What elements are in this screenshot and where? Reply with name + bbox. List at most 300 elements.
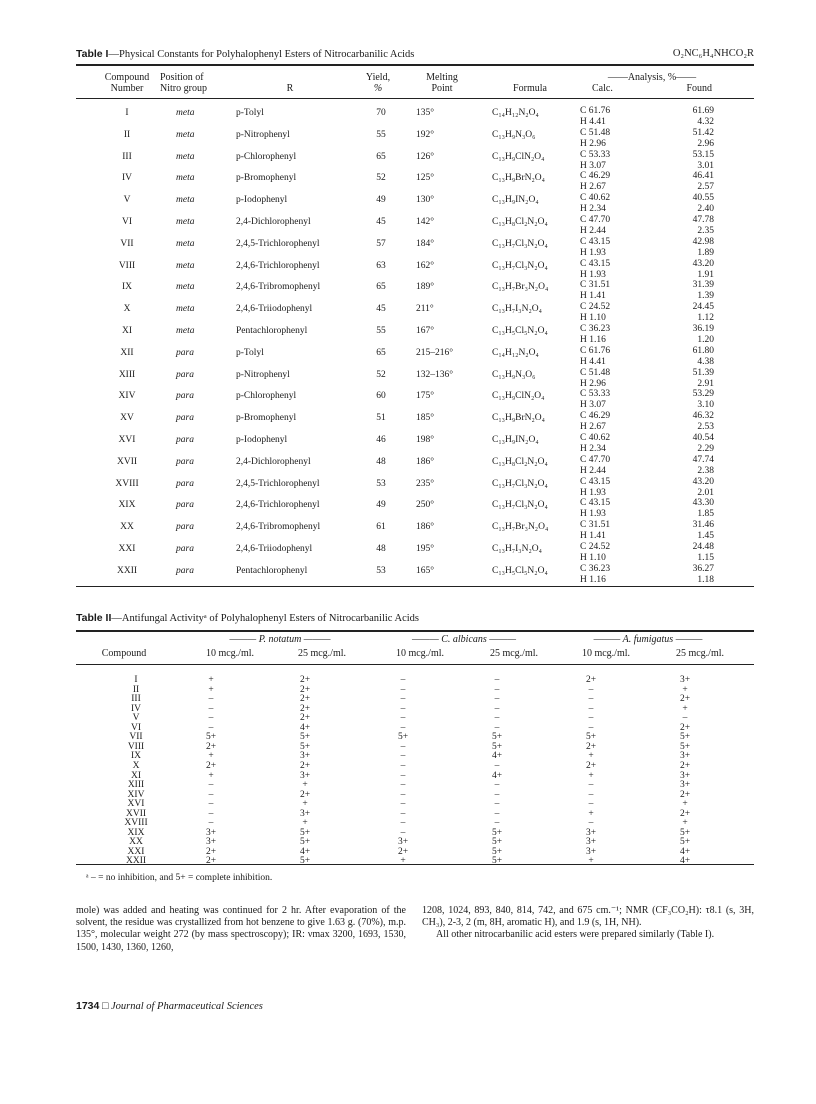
activity-value: 2+ bbox=[299, 789, 311, 800]
analysis-calc: C 53.33 H 3.07 bbox=[580, 149, 611, 171]
activity-value: 5+ bbox=[679, 837, 691, 848]
analysis-found: 47.78 2.35 bbox=[692, 215, 714, 236]
r-group: p-Iodophenyl bbox=[236, 435, 288, 445]
yield-value: 48 bbox=[376, 544, 386, 554]
melting-point: 135° bbox=[416, 108, 435, 118]
nitro-position: meta bbox=[176, 151, 195, 162]
molecular-formula: C₁₃H₉N₃O₆ bbox=[492, 129, 536, 140]
activity-value: 3+ bbox=[585, 827, 597, 838]
analysis-found: 40.55 2.40 bbox=[692, 193, 714, 215]
analysis-calc: C 51.48 H 2.96 bbox=[580, 127, 611, 149]
analysis-calc: C 40.62 H 2.34 bbox=[580, 193, 611, 215]
nitro-position: para bbox=[176, 522, 194, 533]
table2-header-rule bbox=[76, 664, 754, 665]
nitro-position: meta bbox=[176, 217, 195, 227]
melting-point: 189° bbox=[416, 282, 435, 293]
nitro-position: para bbox=[176, 391, 194, 402]
table2-row bbox=[76, 705, 754, 715]
yield-value: 57 bbox=[376, 238, 386, 249]
compound-number: IX bbox=[121, 282, 133, 293]
molecular-formula: C₁₃H₈Cl₂N₂O₄ bbox=[492, 217, 548, 227]
activity-value: – bbox=[400, 818, 406, 829]
r-group: 2,4,6-Trichlorophenyl bbox=[236, 500, 320, 511]
activity-value: – bbox=[494, 722, 500, 733]
nitro-position: meta bbox=[176, 260, 195, 271]
r-group: 2,4,6-Tribromophenyl bbox=[236, 282, 321, 293]
analysis-found: 36.19 1.20 bbox=[692, 324, 714, 345]
activity-value: 3+ bbox=[299, 751, 311, 762]
melting-point: 235° bbox=[416, 478, 435, 489]
nitro-position: meta bbox=[176, 195, 195, 206]
r-group: p-Nitrophenyl bbox=[236, 369, 290, 380]
molecular-formula: C₁₃H₇Br₃N₂O₄ bbox=[492, 282, 549, 293]
col-analysis-header: ——Analysis, %—— Calc. Found bbox=[592, 72, 712, 94]
compound-number: VI bbox=[121, 217, 133, 227]
activity-value: – bbox=[494, 789, 500, 800]
activity-value: + bbox=[302, 818, 308, 829]
activity-value: + bbox=[302, 799, 308, 810]
analysis-found: 43.20 1.91 bbox=[692, 258, 714, 280]
analysis-calc: C 36.23 H 1.16 bbox=[580, 324, 611, 345]
table2-compound-header: Compound bbox=[101, 648, 147, 659]
activity-value: – bbox=[494, 713, 500, 724]
activity-value: 5+ bbox=[491, 732, 503, 743]
table2-row bbox=[76, 676, 754, 686]
activity-value: – bbox=[494, 694, 500, 705]
nitro-position: para bbox=[176, 456, 194, 467]
r-group: 2,4,6-Triiodophenyl bbox=[236, 304, 313, 315]
analysis-found: 61.69 4.32 bbox=[692, 106, 714, 127]
activity-value: 2+ bbox=[205, 760, 217, 771]
activity-value: 5+ bbox=[585, 732, 597, 743]
table2-compound: IV bbox=[130, 703, 142, 714]
col-formula-header: Formula bbox=[513, 83, 547, 94]
yield-value: 65 bbox=[376, 347, 386, 358]
activity-value: + bbox=[208, 770, 214, 781]
activity-value: – bbox=[494, 808, 500, 819]
compound-number: VII bbox=[120, 238, 134, 249]
melting-point: 184° bbox=[416, 238, 435, 249]
analysis-found: 43.20 2.01 bbox=[692, 476, 714, 498]
activity-value: 3+ bbox=[397, 837, 409, 848]
molecular-formula: C₁₃H₈Cl₂N₂O₄ bbox=[492, 456, 548, 467]
compound-number: I bbox=[125, 108, 129, 118]
table2-compound: X bbox=[132, 760, 140, 771]
activity-value: 2+ bbox=[585, 741, 597, 752]
activity-value: + bbox=[682, 818, 688, 829]
molecular-formula: C₁₃H₉ClN₂O₄ bbox=[492, 151, 545, 162]
nitro-position: meta bbox=[176, 108, 195, 118]
journal-footer: 1734 □ Journal of Pharmaceutical Sciences bbox=[76, 1000, 263, 1012]
r-group: p-Iodophenyl bbox=[236, 195, 288, 206]
yield-value: 63 bbox=[376, 260, 386, 271]
r-group: p-Tolyl bbox=[236, 108, 264, 118]
table2-compound: III bbox=[131, 694, 141, 705]
activity-value: 2+ bbox=[585, 675, 597, 685]
molecular-formula: C₁₃H₉ClN₂O₄ bbox=[492, 391, 545, 402]
activity-value: – bbox=[588, 713, 594, 724]
table2-row bbox=[76, 810, 754, 820]
melting-point: 126° bbox=[416, 151, 435, 162]
analysis-found: 46.32 2.53 bbox=[692, 411, 714, 433]
table2-top-rule bbox=[76, 630, 754, 632]
table2-row bbox=[76, 752, 754, 762]
compound-number: XIII bbox=[118, 369, 136, 380]
nitro-position: meta bbox=[176, 173, 195, 184]
yield-value: 51 bbox=[376, 413, 386, 424]
activity-value: – bbox=[494, 760, 500, 771]
analysis-found: 31.46 1.45 bbox=[692, 520, 714, 542]
analysis-found: 47.74 2.38 bbox=[692, 454, 714, 476]
table1-bottom-rule bbox=[76, 586, 754, 587]
activity-value: – bbox=[400, 694, 406, 705]
compound-number: XV bbox=[120, 413, 134, 424]
molecular-formula: C₁₃H₉BrN₂O₄ bbox=[492, 413, 545, 424]
activity-value: + bbox=[682, 799, 688, 810]
activity-value: 4+ bbox=[299, 846, 311, 857]
activity-value: – bbox=[400, 789, 406, 800]
molecular-formula: C₁₃H₉BrN₂O₄ bbox=[492, 173, 545, 184]
table1-top-rule bbox=[76, 64, 754, 66]
compound-number: VIII bbox=[118, 260, 136, 271]
molecular-formula: C₁₃H₉IN₂O₄ bbox=[492, 195, 539, 206]
molecular-formula: C₁₃H₇I₃N₂O₄ bbox=[492, 304, 542, 315]
compound-number: XII bbox=[120, 347, 134, 358]
melting-point: 130° bbox=[416, 195, 435, 206]
analysis-calc: C 43.15 H 1.93 bbox=[580, 498, 611, 520]
activity-value: 5+ bbox=[299, 837, 311, 848]
activity-value: 2+ bbox=[205, 846, 217, 857]
activity-value: 5+ bbox=[679, 827, 691, 838]
yield-value: 49 bbox=[376, 500, 386, 511]
activity-value: 5+ bbox=[679, 732, 691, 743]
r-group: 2,4-Dichlorophenyl bbox=[236, 456, 311, 467]
nitro-position: meta bbox=[176, 129, 195, 140]
activity-value: 4+ bbox=[679, 846, 691, 857]
activity-value: 2+ bbox=[679, 808, 691, 819]
melting-point: 165° bbox=[416, 565, 435, 576]
activity-value: 2+ bbox=[299, 694, 311, 705]
activity-value: 5+ bbox=[679, 741, 691, 752]
activity-value: – bbox=[494, 780, 500, 791]
compound-number: XX bbox=[120, 522, 134, 533]
table2-row bbox=[76, 762, 754, 772]
analysis-calc: C 24.52 H 1.10 bbox=[580, 302, 611, 324]
activity-value: – bbox=[400, 713, 406, 724]
molecular-formula: C₁₃H₅Cl₅N₂O₄ bbox=[492, 326, 548, 336]
activity-value: – bbox=[400, 808, 406, 819]
activity-value: 2+ bbox=[679, 722, 691, 733]
melting-point: 162° bbox=[416, 260, 435, 271]
activity-value: 2+ bbox=[205, 856, 217, 867]
dose-header-5: 10 mcg./ml. bbox=[581, 648, 631, 659]
r-group: Pentachlorophenyl bbox=[236, 326, 308, 336]
table2-row bbox=[76, 733, 754, 743]
yield-value: 65 bbox=[376, 282, 386, 293]
activity-value: 2+ bbox=[299, 675, 311, 685]
activity-value: 3+ bbox=[585, 837, 597, 848]
organism-header-p-notatum: ——— P. notatum ——— bbox=[229, 634, 331, 645]
compound-number: IV bbox=[121, 173, 133, 184]
r-group: 2,4,6-Tribromophenyl bbox=[236, 522, 321, 533]
activity-value: – bbox=[494, 675, 500, 685]
activity-value: 5+ bbox=[299, 732, 311, 743]
yield-value: 52 bbox=[376, 173, 386, 184]
table1-formula-head: O₂NC₆H₄NHCO₂R bbox=[672, 48, 754, 59]
activity-value: 4+ bbox=[491, 770, 503, 781]
activity-value: – bbox=[208, 818, 214, 829]
activity-value: – bbox=[588, 684, 594, 695]
dose-header-6: 25 mcg./ml. bbox=[675, 648, 725, 659]
table2-row bbox=[76, 714, 754, 724]
yield-value: 53 bbox=[376, 565, 386, 576]
nitro-position: para bbox=[176, 544, 194, 554]
yield-value: 52 bbox=[376, 369, 386, 380]
melting-point: 195° bbox=[416, 544, 435, 554]
table2-row bbox=[76, 848, 754, 858]
activity-value: 2+ bbox=[679, 789, 691, 800]
analysis-found: 42.98 1.89 bbox=[692, 236, 714, 258]
activity-value: + bbox=[208, 751, 214, 762]
molecular-formula: C₁₄H₁₂N₂O₄ bbox=[492, 347, 539, 358]
analysis-found: 24.45 1.12 bbox=[692, 302, 714, 324]
analysis-calc: C 36.23 H 1.16 bbox=[580, 563, 611, 585]
melting-point: 186° bbox=[416, 456, 435, 467]
activity-value: 3+ bbox=[679, 780, 691, 791]
organism-header-c-albicans: ——— C. albicans ——— bbox=[412, 634, 516, 645]
analysis-calc: C 24.52 H 1.10 bbox=[580, 542, 611, 563]
box-glyph-icon: □ bbox=[101, 1001, 109, 1012]
table2-row bbox=[76, 800, 754, 810]
melting-point: 215–216° bbox=[416, 347, 454, 358]
melting-point: 186° bbox=[416, 522, 435, 533]
compound-number: II bbox=[123, 129, 131, 140]
activity-value: 3+ bbox=[205, 837, 217, 848]
molecular-formula: C₁₃H₉IN₂O₄ bbox=[492, 435, 539, 445]
activity-value: + bbox=[588, 808, 594, 819]
r-group: p-Tolyl bbox=[236, 347, 264, 358]
activity-value: – bbox=[588, 722, 594, 733]
r-group: p-Chlorophenyl bbox=[236, 391, 297, 402]
analysis-found: 43.30 1.85 bbox=[692, 498, 714, 520]
yield-value: 55 bbox=[376, 326, 386, 336]
activity-value: 5+ bbox=[491, 837, 503, 848]
activity-value: – bbox=[588, 799, 594, 810]
activity-value: 2+ bbox=[205, 741, 217, 752]
activity-value: – bbox=[400, 751, 406, 762]
activity-value: + bbox=[588, 770, 594, 781]
molecular-formula: C₁₃H₇Br₃N₂O₄ bbox=[492, 522, 549, 533]
dose-header-1: 10 mcg./ml. bbox=[205, 648, 255, 659]
yield-value: 45 bbox=[376, 304, 386, 315]
activity-value: 3+ bbox=[299, 770, 311, 781]
compound-number: XIX bbox=[118, 500, 136, 511]
activity-value: – bbox=[588, 780, 594, 791]
r-group: 2,4,5-Trichlorophenyl bbox=[236, 238, 320, 249]
table2-bottom-rule bbox=[76, 864, 754, 865]
table2-row bbox=[76, 857, 754, 867]
table2-title: Table II—Antifungal Activityᵃ of Polyhalophenyl Esters of Nitrocarbanilic Acids bbox=[76, 612, 420, 624]
activity-value: 3+ bbox=[679, 751, 691, 762]
analysis-calc: C 53.33 H 3.07 bbox=[580, 389, 611, 411]
activity-value: – bbox=[208, 722, 214, 733]
table2-compound: VI bbox=[130, 722, 142, 733]
activity-value: – bbox=[208, 789, 214, 800]
col-compound-header: Compound Number bbox=[104, 72, 150, 94]
yield-value: 45 bbox=[376, 217, 386, 227]
compound-number: XVII bbox=[116, 456, 138, 467]
molecular-formula: C₁₃H₅Cl₅N₂O₄ bbox=[492, 565, 548, 576]
activity-value: – bbox=[400, 722, 406, 733]
table2-row bbox=[76, 838, 754, 848]
table2-compound: XXII bbox=[125, 856, 147, 867]
activity-value: 5+ bbox=[491, 827, 503, 838]
nitro-position: meta bbox=[176, 282, 195, 293]
nitro-position: meta bbox=[176, 304, 195, 315]
activity-value: + bbox=[208, 675, 214, 685]
activity-value: – bbox=[400, 675, 406, 685]
col-yield-header: Yield, % bbox=[365, 72, 391, 94]
organism-header-a-fumigatus: ——— A. fumigatus ——— bbox=[593, 634, 703, 645]
molecular-formula: C₁₃H₇Cl₃N₂O₄ bbox=[492, 478, 548, 489]
activity-value: 5+ bbox=[299, 856, 311, 867]
compound-number: XI bbox=[121, 326, 133, 336]
activity-value: 4+ bbox=[679, 856, 691, 867]
nitro-position: para bbox=[176, 478, 194, 489]
melting-point: 192° bbox=[416, 129, 435, 140]
col-position-header: Position of Nitro group bbox=[160, 72, 207, 94]
table2-row bbox=[76, 695, 754, 705]
melting-point: 250° bbox=[416, 500, 435, 511]
table1-title: Table I—Physical Constants for Polyhalophenyl Esters of Nitrocarbanilic Acids bbox=[76, 48, 415, 60]
activity-value: – bbox=[494, 818, 500, 829]
yield-value: 65 bbox=[376, 151, 386, 162]
table2-compound: XIII bbox=[127, 780, 145, 791]
nitro-position: para bbox=[176, 500, 194, 511]
melting-point: 132–136° bbox=[416, 369, 454, 380]
analysis-found: 40.54 2.29 bbox=[692, 433, 714, 454]
activity-value: – bbox=[682, 713, 688, 724]
table2-compound: XVII bbox=[125, 808, 147, 819]
body-text-right: 1208, 1024, 893, 840, 814, 742, and 675 cm.⁻¹; NMR (CF₃CO₂H): τ8.1 (s, 3H, CH₃), 2-3, 2 (m, 8H, aromatic H), and 1.9 (s, 1H, NH). All other nitrocarbanilic acid esters were prepared similarly (Table I). bbox=[422, 905, 754, 941]
melting-point: 175° bbox=[416, 391, 435, 402]
activity-value: 5+ bbox=[491, 856, 503, 867]
melting-point: 125° bbox=[416, 173, 435, 184]
activity-value: – bbox=[400, 703, 406, 714]
analysis-calc: C 31.51 H 1.41 bbox=[580, 520, 611, 542]
yield-value: 48 bbox=[376, 456, 386, 467]
yield-value: 55 bbox=[376, 129, 386, 140]
r-group: p-Bromophenyl bbox=[236, 413, 297, 424]
analysis-calc: C 47.70 H 2.44 bbox=[580, 454, 611, 476]
analysis-found: 51.42 2.96 bbox=[692, 127, 714, 149]
table2-footnote: ᵃ – = no inhibition, and 5+ = complete inhibition. bbox=[86, 873, 273, 883]
r-group: 2,4-Dichlorophenyl bbox=[236, 217, 311, 227]
activity-value: 2+ bbox=[299, 703, 311, 714]
compound-number: XXII bbox=[116, 565, 138, 576]
analysis-found: 24.48 1.15 bbox=[692, 542, 714, 563]
table1-header-rule bbox=[76, 98, 754, 99]
activity-value: – bbox=[588, 703, 594, 714]
table2-compound: VIII bbox=[127, 741, 145, 752]
r-group: Pentachlorophenyl bbox=[236, 565, 308, 576]
table2-row bbox=[76, 791, 754, 801]
table2-compound: XIV bbox=[127, 789, 145, 800]
activity-value: – bbox=[208, 694, 214, 705]
activity-value: 2+ bbox=[299, 713, 311, 724]
activity-value: 5+ bbox=[397, 732, 409, 743]
table2-compound: II bbox=[132, 684, 140, 695]
activity-value: 5+ bbox=[205, 732, 217, 743]
yield-value: 70 bbox=[376, 108, 386, 118]
activity-value: 2+ bbox=[299, 760, 311, 771]
analysis-found: 31.39 1.39 bbox=[692, 280, 714, 302]
dose-header-4: 25 mcg./ml. bbox=[489, 648, 539, 659]
melting-point: 185° bbox=[416, 413, 435, 424]
activity-value: – bbox=[494, 703, 500, 714]
molecular-formula: C₁₃H₇Cl₃N₂O₄ bbox=[492, 500, 548, 511]
activity-value: 5+ bbox=[491, 846, 503, 857]
activity-value: – bbox=[208, 703, 214, 714]
analysis-calc: C 31.51 H 1.41 bbox=[580, 280, 611, 302]
table2-compound: XX bbox=[129, 837, 143, 848]
activity-value: – bbox=[400, 770, 406, 781]
r-group: 2,4,5-Trichlorophenyl bbox=[236, 478, 320, 489]
activity-value: 3+ bbox=[585, 846, 597, 857]
r-group: p-Chlorophenyl bbox=[236, 151, 297, 162]
compound-number: XXI bbox=[118, 544, 136, 554]
activity-value: – bbox=[400, 760, 406, 771]
activity-value: + bbox=[302, 780, 308, 791]
melting-point: 211° bbox=[416, 304, 434, 315]
analysis-found: 53.29 3.10 bbox=[692, 389, 714, 411]
melting-point: 167° bbox=[416, 326, 435, 336]
activity-value: – bbox=[208, 780, 214, 791]
dose-header-3: 10 mcg./ml. bbox=[395, 648, 445, 659]
analysis-calc: C 61.76 H 4.41 bbox=[580, 106, 611, 127]
r-group: p-Bromophenyl bbox=[236, 173, 297, 184]
activity-value: – bbox=[208, 713, 214, 724]
yield-value: 49 bbox=[376, 195, 386, 206]
table2-row bbox=[76, 781, 754, 791]
nitro-position: para bbox=[176, 565, 194, 576]
activity-value: 3+ bbox=[679, 675, 691, 685]
analysis-calc: C 40.62 H 2.34 bbox=[580, 433, 611, 454]
activity-value: – bbox=[494, 799, 500, 810]
yield-value: 46 bbox=[376, 435, 386, 445]
molecular-formula: C₁₄H₁₂N₂O₄ bbox=[492, 108, 539, 118]
activity-value: + bbox=[208, 684, 214, 695]
table2-row bbox=[76, 743, 754, 753]
activity-value: – bbox=[400, 780, 406, 791]
molecular-formula: C₁₃H₇Cl₃N₂O₄ bbox=[492, 260, 548, 271]
activity-value: 4+ bbox=[299, 722, 311, 733]
yield-value: 53 bbox=[376, 478, 386, 489]
compound-number: XIV bbox=[118, 391, 136, 402]
activity-value: 2+ bbox=[397, 846, 409, 857]
analysis-calc: C 61.76 H 4.41 bbox=[580, 345, 611, 367]
analysis-found: 53.15 3.01 bbox=[692, 149, 714, 171]
activity-value: 4+ bbox=[491, 751, 503, 762]
activity-value: – bbox=[400, 827, 406, 838]
activity-value: + bbox=[682, 703, 688, 714]
nitro-position: meta bbox=[176, 326, 195, 336]
body-text-left: mole) was added and heating was continued for 2 hr. After evaporation of the solvent, the residue was crystallized from hot benzene to give 1.63 g. (70%), m.p. 135°, molecular weight 272 (by mass spectroscopy); IR: νmax 3200, 1693, 1530, 1500, 1430, 1360, 1260, bbox=[76, 905, 406, 953]
activity-value: 2+ bbox=[299, 684, 311, 695]
table2-compound: IX bbox=[130, 751, 142, 762]
analysis-calc: C 43.15 H 1.93 bbox=[580, 258, 611, 280]
melting-point: 198° bbox=[416, 435, 435, 445]
